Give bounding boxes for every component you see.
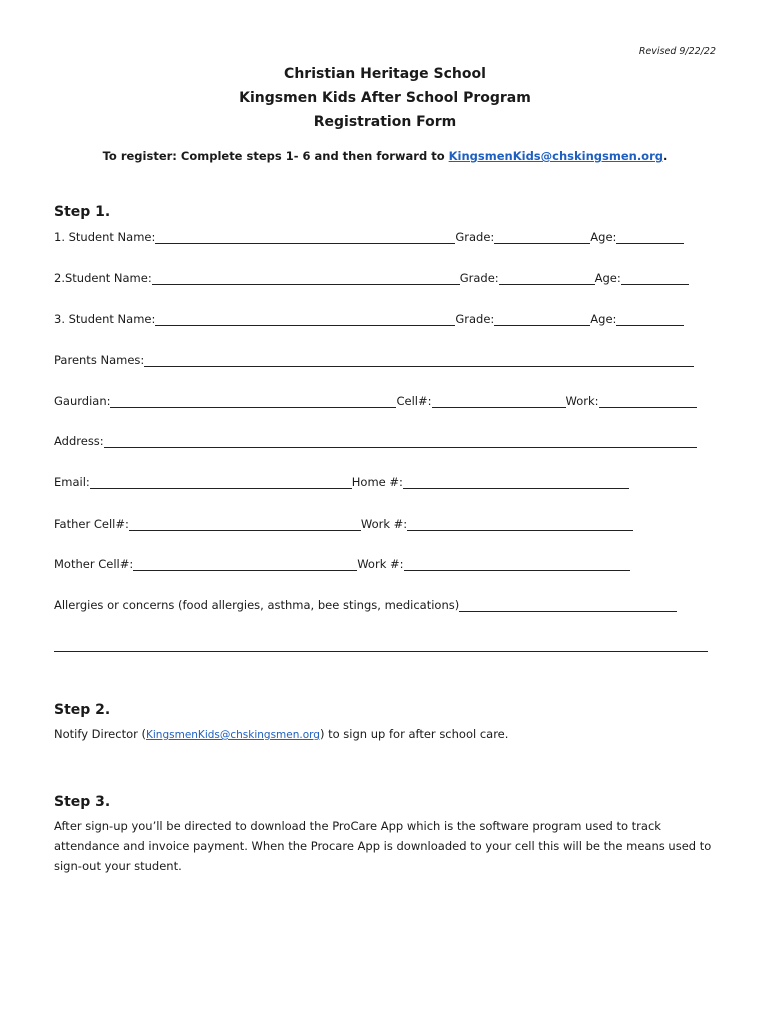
- student3-grade-label: Grade:: [455, 312, 495, 326]
- student1-age-label: Age:: [590, 230, 617, 244]
- student1-name-field[interactable]: [155, 230, 455, 244]
- student1-age-field[interactable]: [616, 230, 684, 244]
- student3-row: [54, 310, 684, 326]
- student3-name-field[interactable]: [155, 312, 455, 326]
- guardian-field[interactable]: [110, 394, 396, 408]
- student1-name-label: 1. Student Name:: [54, 230, 156, 244]
- email-field[interactable]: [90, 475, 352, 489]
- register-email-link[interactable]: KingsmenKids@chskingsmen.org: [448, 149, 663, 163]
- email-row: [54, 473, 629, 489]
- email-label: Email:: [54, 475, 90, 489]
- guardian-row: [54, 392, 697, 408]
- form-title: Registration Form: [313, 114, 457, 130]
- parents-row: [54, 351, 694, 367]
- form-title-block: [0, 62, 770, 134]
- program-name: Kingsmen Kids After School Program: [239, 90, 531, 106]
- father-cell-field[interactable]: [129, 517, 361, 531]
- step1-heading: Step 1.: [54, 204, 111, 220]
- student3-name-label: 3. Student Name:: [54, 312, 156, 326]
- student2-grade-field[interactable]: [499, 271, 595, 285]
- step2-email-link[interactable]: KingsmenKids@chskingsmen.org: [146, 729, 320, 741]
- register-period: .: [663, 149, 668, 163]
- mother-row: [54, 555, 630, 571]
- allergies-label: Allergies or concerns (food allergies, asthma, bee stings, medications): [54, 598, 460, 612]
- address-field[interactable]: [104, 434, 697, 448]
- register-instructions: [0, 149, 770, 163]
- student2-name-field[interactable]: [152, 271, 460, 285]
- father-cell-label: Father Cell#:: [54, 517, 129, 531]
- student2-name-label: 2.Student Name:: [54, 271, 152, 285]
- allergies-field[interactable]: [459, 598, 677, 612]
- step3-text: After sign-up you’ll be directed to download the ProCare App which is the software program used to track attendance and invoice payment. When the Procare App is downloaded to your cell this will be the means used to sign-out your student.: [54, 819, 712, 873]
- father-row: [54, 515, 633, 531]
- school-name: Christian Heritage School: [284, 66, 486, 82]
- mother-cell-field[interactable]: [133, 557, 357, 571]
- home-phone-label: Home #:: [351, 475, 403, 489]
- student2-grade-label: Grade:: [459, 271, 499, 285]
- student1-row: [54, 228, 684, 244]
- step3-heading: Step 3.: [54, 794, 111, 810]
- guardian-cell-field[interactable]: [432, 394, 566, 408]
- step2-text-after: ) to sign up for after school care.: [319, 727, 509, 741]
- student3-age-field[interactable]: [616, 312, 684, 326]
- step2-text: [54, 724, 714, 745]
- student2-age-field[interactable]: [621, 271, 689, 285]
- allergies-extra-line[interactable]: [54, 651, 708, 652]
- parents-names-field[interactable]: [144, 353, 694, 367]
- guardian-label: Gaurdian:: [54, 394, 111, 408]
- student1-grade-label: Grade:: [455, 230, 495, 244]
- step2-text-before: Notify Director (: [54, 727, 146, 741]
- allergies-row: [54, 596, 677, 612]
- student1-grade-field[interactable]: [494, 230, 590, 244]
- student3-grade-field[interactable]: [494, 312, 590, 326]
- step2-heading: Step 2.: [54, 702, 111, 718]
- guardian-work-field[interactable]: [599, 394, 697, 408]
- guardian-work-label: Work:: [565, 394, 599, 408]
- mother-work-label: Work #:: [357, 557, 404, 571]
- father-work-field[interactable]: [407, 517, 633, 531]
- register-text: To register: Complete steps 1- 6 and then forward to: [102, 149, 449, 163]
- student3-age-label: Age:: [590, 312, 617, 326]
- mother-work-field[interactable]: [404, 557, 630, 571]
- parents-names-label: Parents Names:: [54, 353, 145, 367]
- father-work-label: Work #:: [360, 517, 408, 531]
- guardian-cell-label: Cell#:: [396, 394, 432, 408]
- student2-row: [54, 269, 689, 285]
- student2-age-label: Age:: [594, 271, 621, 285]
- address-row: [54, 432, 697, 448]
- revised-date: Revised 9/22/22: [638, 46, 716, 57]
- mother-cell-label: Mother Cell#:: [54, 557, 134, 571]
- home-phone-field[interactable]: [403, 475, 629, 489]
- address-label: Address:: [54, 434, 104, 448]
